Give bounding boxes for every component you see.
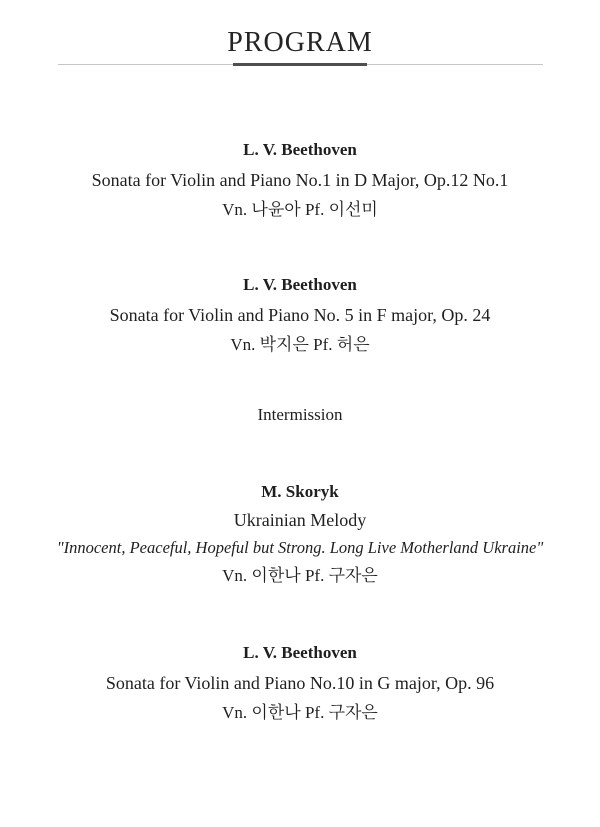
page-header: [0, 0, 600, 67]
performers-line: Vn. 이한나 Pf. 구자은: [222, 703, 378, 722]
title-underline: [233, 63, 367, 66]
composer-name: M. Skoryk: [261, 482, 339, 501]
composer-name: L. V. Beethoven: [243, 140, 357, 159]
program-entry: [0, 135, 600, 225]
work-subtitle: "Innocent, Peaceful, Hopeful but Strong. Long Live Motherland Ukraine": [56, 538, 544, 557]
work-title: Ukrainian Melody: [233, 510, 367, 530]
work-title: Sonata for Violin and Piano No.1 in D Major, Op.12 No.1: [91, 170, 509, 190]
composer-name: L. V. Beethoven: [243, 643, 357, 662]
program-entry: [0, 270, 600, 360]
intermission-label: Intermission: [257, 405, 343, 424]
work-title: Sonata for Violin and Piano No.10 in G major, Op. 96: [105, 673, 495, 693]
composer-name: L. V. Beethoven: [243, 275, 357, 294]
page-title: PROGRAM: [227, 27, 373, 58]
performers-line: Vn. 나윤아 Pf. 이선미: [222, 200, 378, 219]
performers-line: Vn. 박지은 Pf. 허은: [230, 335, 370, 354]
program-entry: [0, 478, 600, 590]
performers-line: Vn. 이한나 Pf. 구자은: [222, 566, 378, 585]
program-list: [0, 135, 600, 728]
work-title: Sonata for Violin and Piano No. 5 in F major, Op. 24: [109, 305, 491, 325]
intermission: [0, 400, 600, 430]
header-rule: [0, 63, 600, 67]
program-entry: [0, 638, 600, 728]
